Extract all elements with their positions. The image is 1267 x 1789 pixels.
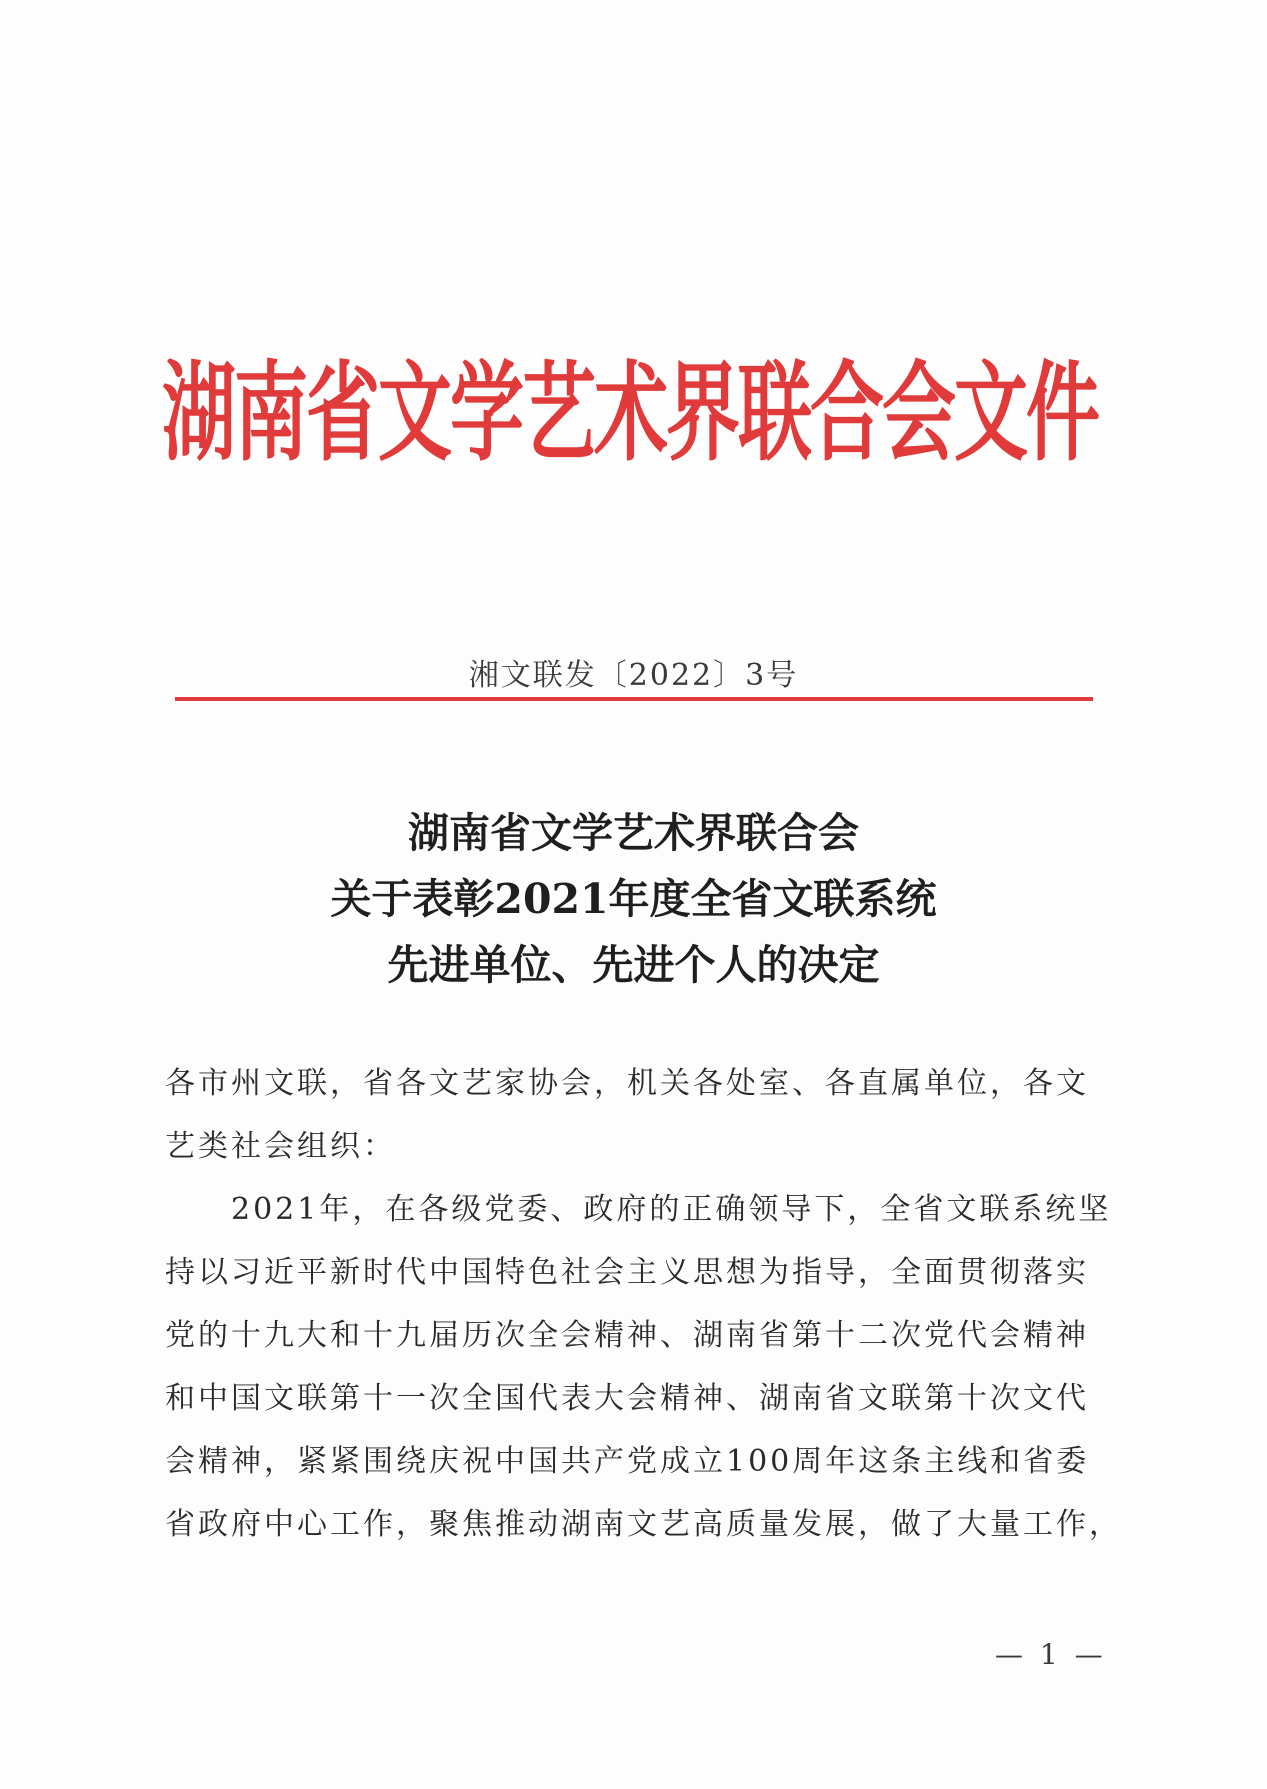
page-number: — 1 — xyxy=(995,1638,1107,1671)
document-body xyxy=(165,1052,1122,1556)
document-title xyxy=(0,800,1267,998)
body-line: 和中国文联第十一次全国代表大会精神、湖南省文联第十次文代 xyxy=(165,1381,1089,1416)
title-line: 关于表彰2021年度全省文联系统 xyxy=(330,875,937,923)
body-line: 省政府中心工作，聚焦推动湖南文艺高质量发展，做了大量工作， xyxy=(165,1507,1122,1542)
body-line: 艺类社会组织： xyxy=(165,1129,396,1164)
body-line: 各市州文联，省各文艺家协会，机关各处室、各直属单位，各文 xyxy=(165,1066,1089,1101)
body-line: 持以习近平新时代中国特色社会主义思想为指导，全面贯彻落实 xyxy=(165,1255,1089,1290)
red-divider-line xyxy=(175,697,1093,701)
body-line: 党的十九大和十九届历次全会精神、湖南省第十二次党代会精神 xyxy=(165,1318,1089,1353)
body-line: 2021年，在各级党委、政府的正确领导下，全省文联系统坚 xyxy=(165,1192,1112,1227)
document-number: 湘文联发〔2022〕3号 xyxy=(468,658,799,693)
title-line: 先进单位、先进个人的决定 xyxy=(387,941,880,989)
masthead-title: 湖南省文学艺术界联合会文件 xyxy=(162,351,1098,476)
title-line: 湖南省文学艺术界联合会 xyxy=(408,809,859,857)
body-line: 会精神，紧紧围绕庆祝中国共产党成立100周年这条主线和省委 xyxy=(165,1444,1090,1479)
